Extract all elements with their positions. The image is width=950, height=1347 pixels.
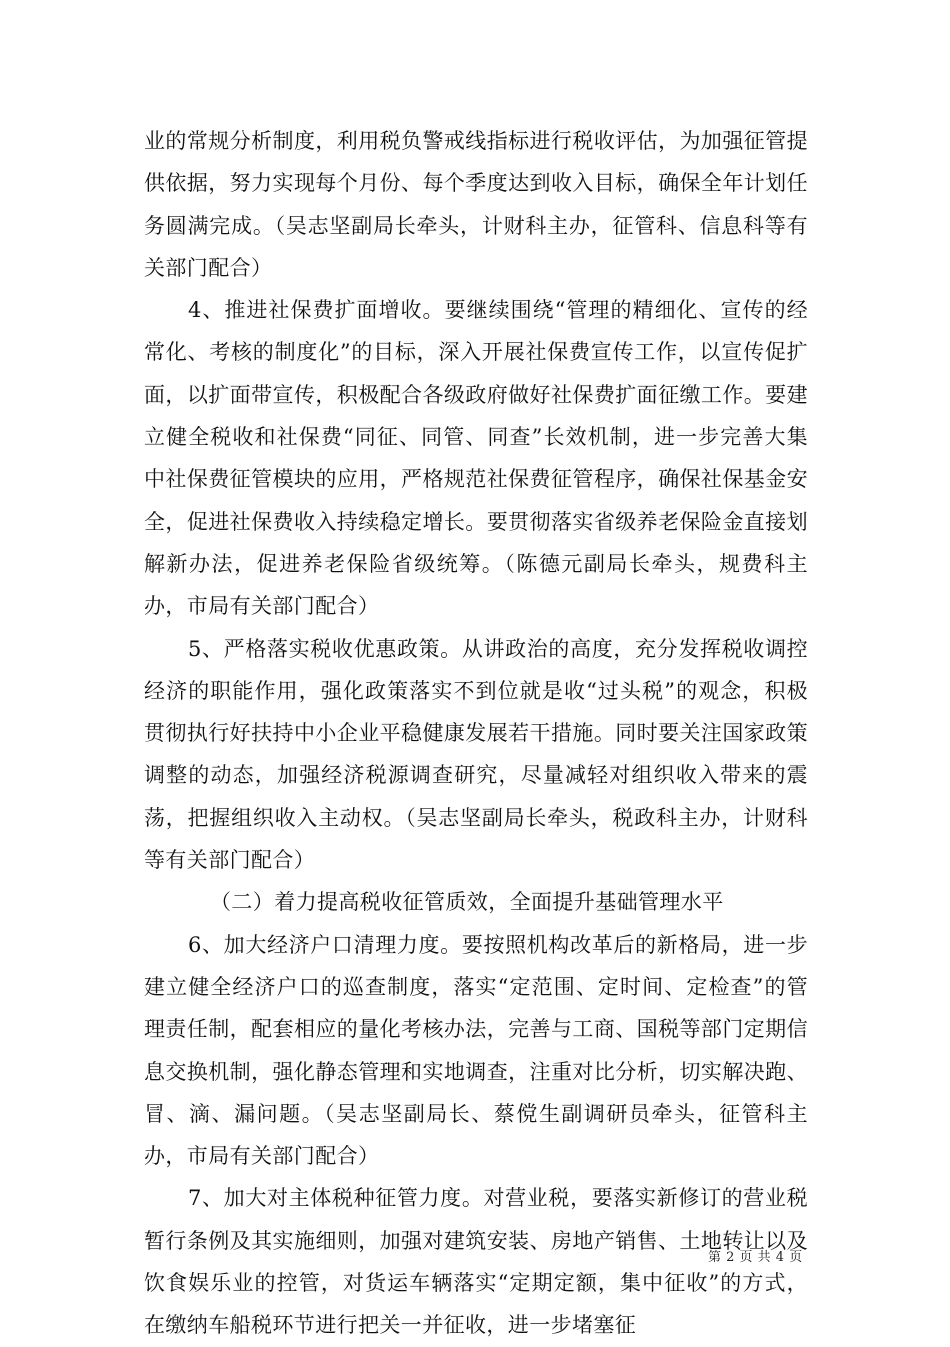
- paragraph-item-7: 7、加大对主体税种征管力度。对营业税，要落实新修订的营业税暂行条例及其实施细则，加强对建筑安装、房地产销售、土地转让以及饮食娱乐业的控管，对货运车辆落实“定期定额，集中征收”的方式，在缴纳车船税环节进行把关一并征收，进一步堵塞征: [144, 1186, 808, 1338]
- page-number-footer: 第 2 页 共 4 页: [708, 1250, 803, 1265]
- section-heading-2: （二）着力提高税收征管质效，全面提升基础管理水平: [210, 890, 724, 915]
- paragraph-item-4: 4、推进社保费扩面增收。要继续围绕“管理的精细化、宣传的经常化、考核的制度化”的目标，深入开展社保费宣传工作，以宣传促扩面，以扩面带宣传，积极配合各级政府做好社保费扩面征缴工作。要建立健全税收和社保费“同征、同管、同查”长效机制，进一步完善大集中社保费征管模块的应用，严格规范社保费征管程序，确保社保基金安全，促进社保费收入持续稳定增长。要贯彻落实省级养老保险金直接划解新办法，促进养老保险省级统筹。（陈德元副局长牵头，规费科主办，市局有关部门配合）: [144, 298, 808, 619]
- document-body: [144, 120, 808, 1347]
- paragraph-item-6: 6、加大经济户口清理力度。要按照机构改革后的新格局，进一步建立健全经济户口的巡查制度，落实“定范围、定时间、定检查”的管理责任制，配套相应的量化考核办法，完善与工商、国税等部门定期信息交换机制，强化静态管理和实地调查，注重对比分析，切实解决跑、冒、滴、漏问题。（吴志坚副局长、蔡傥生副调研员牵头，征管科主办，市局有关部门配合）: [144, 932, 808, 1169]
- paragraph-item-5: 5、严格落实税收优惠政策。从讲政治的高度，充分发挥税收调控经济的职能作用，强化政策落实不到位就是收“过头税”的观念，积极贯彻执行好扶持中小企业平稳健康发展若干措施。同时要关注国家政策调整的动态，加强经济税源调查研究，尽量减轻对组织收入带来的震荡，把握组织收入主动权。（吴志坚副局长牵头，税政科主办，计财科等有关部门配合）: [144, 636, 808, 873]
- paragraph-continuation: 业的常规分析制度，利用税负警戒线指标进行税收评估，为加强征管提供依据，努力实现每个月份、每个季度达到收入目标，确保全年计划任务圆满完成。（吴志坚副局长牵头，计财科主办，征管科、信息科等有关部门配合）: [144, 129, 808, 280]
